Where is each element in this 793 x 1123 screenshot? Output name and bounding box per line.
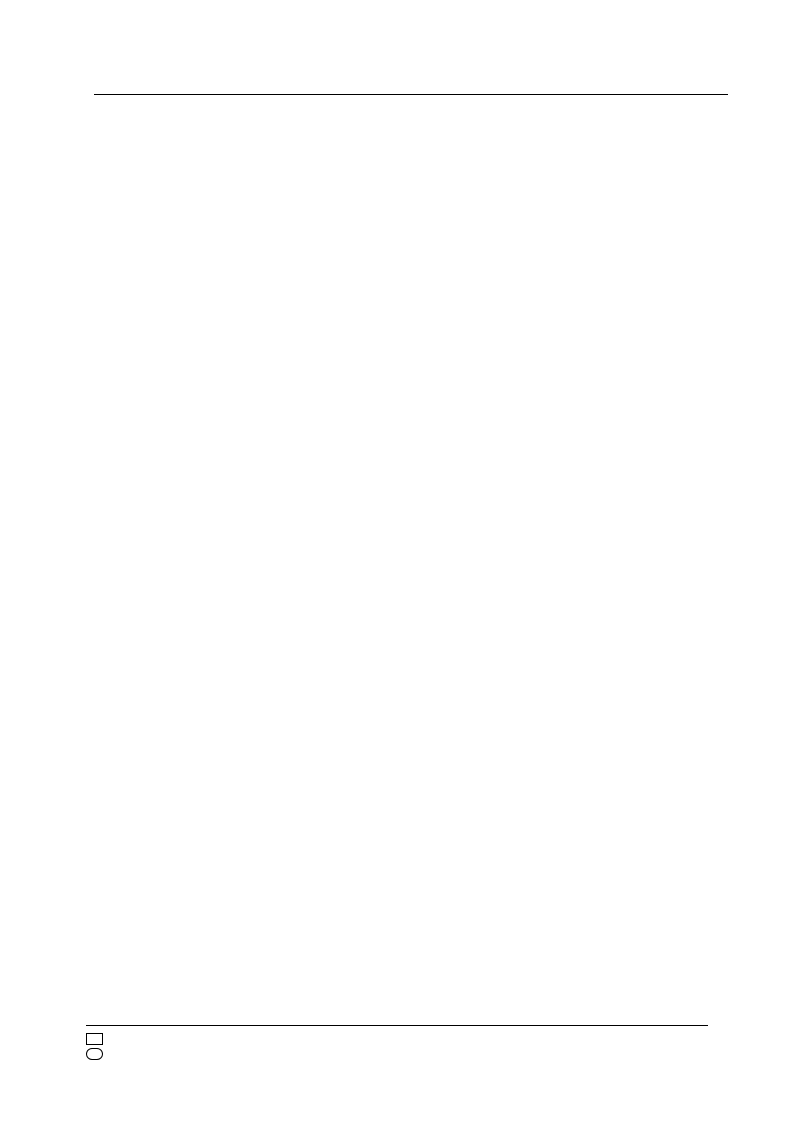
legend-row-fremd bbox=[86, 1063, 109, 1076]
legend-box-square-icon bbox=[86, 1033, 103, 1045]
footer-divider bbox=[86, 1025, 708, 1026]
legend-row-labor bbox=[86, 1048, 109, 1063]
legend-box-rounded-icon bbox=[86, 1048, 103, 1060]
legend-row-ansprache bbox=[86, 1033, 109, 1048]
